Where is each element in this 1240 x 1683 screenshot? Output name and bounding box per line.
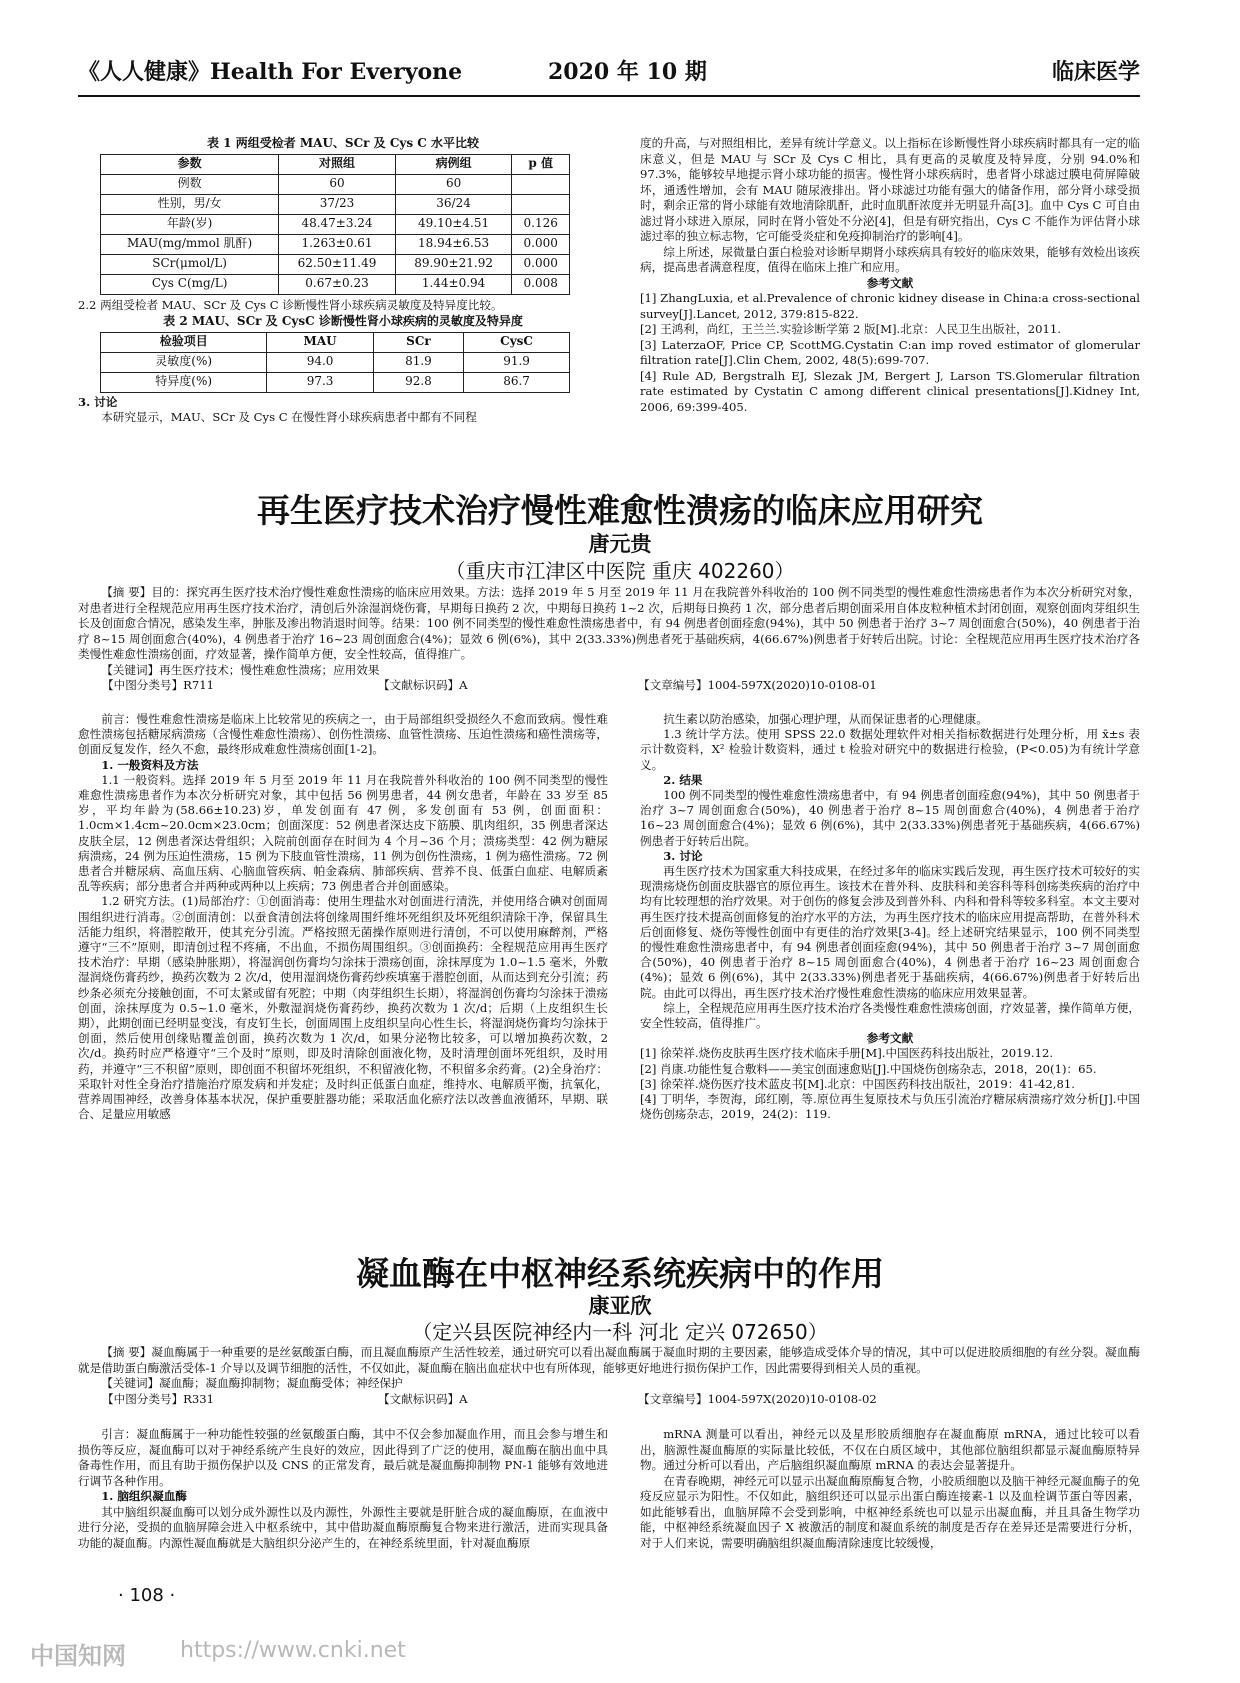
body-paragraph: 3. 讨论: [663, 848, 703, 863]
article2-affiliation: （定兴县医院神经内一科 河北 定兴 072650）: [412, 1320, 828, 1344]
table2-header-cell: MAU: [267, 332, 373, 352]
table-cell: 性别，男/女: [101, 194, 279, 214]
discussion-continued: 度的升高，与对照组相比，差异有统计学意义。以上指标在诊断慢性肾小球疾病时都具有一定的临床意义，但是 MAU 与 SCr 及 Cys C 相比，具有更高的灵敏度及特异度，分别 94.0%和 97.3%，能够较早地提示肾小球功能的损害。慢性肾小球疾病时，患者肾小球滤过膜电荷屏障破坏，通透性增加，会有 MAU 随尿液排出。肾小球滤过功能有强大的储备作用，部分肾小球受损时，剩余正常的肾小球能有效地清除肌酐，此时血肌酐浓度并无明显升高[3]。血中 Cys C 可自由滤过肾小球进入原尿，同时在肾小管处不分泌[4]，但是有研究指出，Cys C 不能作为评估肾小球滤过率的独立标志物，它可能受炎症和免疫抑制治疗的影响[4]。: [640, 136, 1140, 243]
article2-clc: 【中图分类号】R331: [102, 1391, 215, 1406]
body-paragraph: 100 例不同类型的慢性难愈性溃疡患者中，有 94 例患者创面痊愈(94%)，其中 50 例患者于治疗 3~7 周创面愈合(50%)，40 例患者于治疗 8~15 周创面愈合(40%)，4 例患者于治疗 16~23 周创面愈合(4%)；显效 6 例(6%)，其中 2(33.33%)例患者死于基础疾病，4(66.67%)例患者于好转后出院。: [640, 788, 1140, 848]
table-row: [101, 352, 570, 372]
table2-header-cell: SCr: [373, 332, 463, 352]
table-row: [101, 274, 570, 294]
article1-abstract-block: [78, 585, 1140, 694]
article2-title: 凝血酶在中枢神经系统疾病中的作用: [356, 1254, 884, 1293]
body-paragraph: 抗生素以防治感染，加强心理护理，从而保证患者的心理健康。: [663, 712, 988, 726]
body-paragraph: 引言：凝血酶属于一种功能性较强的丝氨酸蛋白酶，其中不仅会参加凝血作用，而且会参与增生和损伤等反应，凝血酶可以对于神经系统产生良好的效应，因此得到了广泛的使用，凝血酶在脑出血中具备毒性作用，而且有助于损伤保护以及 CNS 的正常发育，最后就是凝血酶抑制物 PN-1 能够有效地进行调节各种作用。: [78, 1427, 608, 1488]
table1-header-cell: p 值: [512, 154, 570, 174]
body-paragraph: 再生医疗技术为国家重大科技成果，在经过多年的临床实践后发现，再生医疗技术可较好的实现溃疡烧伤创面皮肤器官的原位再生。该技术在普外科、皮肤科和美容科等科创疡类疾病的治疗中均有比较理想的治疗效果。对于创伤的修复会涉及到普外科、内科和骨科等较多科室。本文主要对再生医疗技术提高创面修复的治疗水平的方法，为再生医疗技术的临床应用提高帮助，在普外科术后创面修复、烧伤等慢性创面中有更佳的治疗效果[3-4]。经上述研究结果显示，100 例不同类型的慢性难愈性溃疡患者中，有 94 例患者创面痊愈(94%)，其中 50 例患者于治疗 3~7 周创面愈合(50%)，40 例患者于治疗 8~15 周创面愈合(40%)，4 例患者于治疗 16~23 周创面愈合(4%)；显效 6 例(6%)，其中 2(33.33%)例患者死于基础疾病，4(66.67%)例患者于好转后出院。由此可以得出，再生医疗技术治疗慢性难愈性溃疡的临床应用效果显著。: [640, 864, 1140, 1000]
article1-keywords: 【关键词】再生医疗技术；慢性难愈性溃疡；应用效果: [101, 662, 380, 677]
article2-keywords: 【关键词】凝血酶；凝血酶抑制物；凝血酶受体；神经保护: [101, 1376, 403, 1390]
article2-right-column: [640, 1427, 1140, 1551]
issue-label: 2020 年 10 期: [548, 59, 707, 85]
table2: [100, 332, 570, 393]
table1-header-cell: 对照组: [279, 154, 396, 174]
table2-caption: 表 2 MAU、SCr 及 CysC 诊断慢性肾小球疾病的灵敏度及特异度: [163, 314, 523, 328]
table-cell: [512, 174, 570, 194]
table1-header-cell: 病例组: [395, 154, 512, 174]
body-paragraph: 1.3 统计学方法。使用 SPSS 22.0 数据处理软件对相关指标数据进行处理分析，用 x̄±s 表示计数资料，X² 检验计数资料，通过 t 检验对研究中的数据进行检验，(P<0.05)为有统计学意义。: [640, 727, 1140, 772]
reference-item: [3] LaterzaOF, Price CP, ScottMG.Cystatin C:an imp roved estimator of glomerular filtration rate[J].Clin Chem, 2002, 48(5):699-707.: [640, 337, 1140, 367]
table-cell: 1.263±0.61: [279, 234, 396, 254]
conclusion-text: 综上所述，尿微量白蛋白检验对诊断早期肾小球疾病具有较好的临床效果，能够有效检出该疾病，提高患者满意程度，值得在临床上推广和应用。: [640, 244, 1140, 274]
reference-item: [1] 徐荣祥.烧伤皮肤再生医疗技术临床手册[M].中国医药科技出版社，2019.12.: [640, 1046, 1054, 1061]
article1-right-body: [640, 712, 1140, 1031]
table-row: [101, 234, 570, 254]
table-cell: 0.000: [512, 254, 570, 274]
body-paragraph: mRNA 测量可以看出，神经元以及星形胶质细胞存在凝血酶原 mRNA，通过比较可以看出，脑源性凝血酶原的实际量比较低，不仅在白质区域中，其他部位脑组织都显示凝血酶原特异物。通过分析可以看出，产后脑组织凝血酶原 mRNA 的表达会显著提升。: [640, 1427, 1140, 1472]
article1-classification-line: [78, 678, 1140, 694]
table-cell: 91.9: [464, 352, 570, 372]
table-cell: Cys C(mg/L): [101, 274, 279, 294]
article2-abstract: 【摘 要】凝血酶属于一种重要的是丝氨酸蛋白酶，而且凝血酶原产生活性较差，通过研究可以看出凝血酶属于凝血时期的主要因素，能够造成受体介导的情况，其中可以促进胶质细胞的有丝分裂。凝血酶就是借助蛋白酶激活受体-1 介导以及调节细胞的活性，不仅如此，凝血酶在脑出血症状中也有所体现，能够更好地进行损伤保护工作，因此需要得到相关人员的重视。: [78, 1345, 1140, 1375]
table-cell: 年龄(岁): [101, 214, 279, 234]
article2-classification-line: [78, 1392, 1140, 1408]
table-cell: 36/24: [395, 194, 512, 214]
journal-name: 《人人健康》Health For Everyone: [78, 59, 463, 85]
article2-article-no: 【文章编号】1004-597X(2020)10-0108-02: [638, 1391, 877, 1406]
table-cell: 86.7: [464, 372, 570, 392]
article1-doc-code: 【文献标识码】A: [378, 678, 468, 692]
watermark-url: https://www.cnki.net: [180, 1638, 406, 1663]
table-cell: 0.000: [512, 234, 570, 254]
table2-header-cell: 检验项目: [101, 332, 267, 352]
body-paragraph: 2. 结果: [663, 772, 703, 787]
table1-header-cell: 参数: [101, 154, 279, 174]
para-2-2: 2.2 两组受检者 MAU、SCr 及 Cys C 诊断慢性肾小球疾病灵敏度及特异度比较。: [78, 297, 503, 312]
table-cell: 0.126: [512, 214, 570, 234]
article2-doc-code: 【文献标识码】A: [378, 1391, 468, 1406]
table-cell: 特异度(%): [101, 372, 267, 392]
reference-item: [2] 王鸿利，尚红，王兰兰.实验诊断学第 2 版[M].北京：人民卫生出版社，2011.: [640, 322, 1061, 336]
body-paragraph: 在青春晚期，神经元可以显示出凝血酶原酶复合物，小胶质细胞以及脑干神经元凝血酶子的免疫反应显示为阳性。不仅如此，脑组织还可以显示出蛋白酶连接素-1 以及血栓调节蛋白等因素，如此能够看出，血脑屏障不会受到影响，中枢神经系统也可以显示出凝血酶，并且具备生物学功能，中枢神经系统凝血因子 X 被激活的制度和凝血系统的制度是否存在差异还是需要进行分析，对于人们来说，需要明确脑组织凝血酶清除速度比较缓慢，: [640, 1473, 1140, 1550]
article1-article-no: 【文章编号】1004-597X(2020)10-0108-01: [638, 678, 877, 692]
references-heading: 参考文献: [866, 275, 914, 290]
table-cell: 49.10±4.51: [395, 214, 512, 234]
header-rule: [78, 95, 1140, 97]
reference-item: [4] 丁明华，李贺海，邱红刚，等.原位再生复原技术与负压引流治疗糖尿病溃疡疗效分析[J].中国烧伤创疡杂志，2019，24(2)：119.: [640, 1092, 1140, 1122]
article1-clc: 【中图分类号】R711: [102, 678, 215, 692]
table1-header-row: [101, 154, 570, 174]
table-cell: 89.90±21.92: [395, 254, 512, 274]
table-cell: [512, 194, 570, 214]
body-paragraph: 1.2 研究方法。(1)局部治疗：①创面消毒：使用生理盐水对创面进行清洗，并使用络合碘对创面周围组织进行消毒。②创面清创：以蚕食清创法将创缘周围纤维坏死组织及坏死组织清除干净，保留具生活能力组织，将潜腔敞开，使其充分引流。严格按照无菌操作原则进行清创，不可以使用麻醉剂，严格遵守“三不”原则，即清创过程不疼痛，不出血，不损伤周围组织。③创面换药：全程规范应用再生医疗技术治疗：早期（感染肿胀期），将湿润创伤膏均匀涂抹于溃疡创面，涂抹厚度为 1.0~1.5 毫米，外敷湿润烧伤膏药纱，换药次数为 2 次/d，使用湿润烧伤膏药纱疾填塞于潜腔创面，从而达到充分引流；药纱条必须充分接触创面，不可太紧或留有死腔；中期（肉芽组织生长期），将湿润创伤膏均匀涂抹于溃疡创面，涂抹厚度为 0.5~1.0 毫米，外敷湿润烧伤膏药纱，换药次数为 1 次/d；后期（上皮组织生长期），此期创面已经明显变浅，有皮钉生长，创面周围上皮组织呈向心性生长，将湿润烧伤膏均匀涂抹于创面，然后使用创缘贴覆盖创面，换药次数为 1 次/d，如果分泌物比较多，可以增加换药次数，2 次/d。换药时应严格遵守“三个及时”原则，即及时清除创面液化物，及时清理创面坏死组织，及时用药，并遵守“三不积留”原则，即创面不积留坏死组织，不积留液化物，不积留多余药膏。(2)全身治疗：采取针对性全身治疗措施治疗原发病和并发症；及时纠正低蛋白血症，维持水、电解质平衡，抗氧化，营养周围神经，改善身体基本状况，保护重要脏器功能；采取活血化瘀疗法以改善血液循环，早期、联合、足量应用敏感: [78, 894, 608, 1122]
body-paragraph: 综上，全程规范应用再生医疗技术治疗各类慢性难愈性溃疡创面，疗效显著，操作简单方便，安全性较高，值得推广。: [640, 1000, 1140, 1031]
table-row: [101, 194, 570, 214]
reference-item: [4] Rule AD, Bergstralh EJ, Slezak JM, Bergert J, Larson TS.Glomerular filtration rate estimated by Cystatin C among different clinical presentations[J].Kidney Int, 2006, 69:399-405.: [640, 368, 1140, 414]
reference-item: [1] ZhangLuxia, et al.Prevalence of chronic kidney disease in China:a cross-sectional survey[J].Lancet, 2012, 379:815-822.: [640, 291, 1140, 321]
top-right-column: [640, 136, 1140, 415]
table-cell: 例数: [101, 174, 279, 194]
table-row: [101, 214, 570, 234]
article2-abstract-block: [78, 1345, 1140, 1408]
table2-header-cell: CysC: [464, 332, 570, 352]
article2-author: 康亚欣: [588, 1294, 652, 1318]
reference-item: [3] 徐荣祥.烧伤医疗技术蓝皮书[M].北京：中国医药科技出版社，2019：41-42,81.: [640, 1076, 1075, 1091]
body-paragraph: 1.1 一般资料。选择 2019 年 5 月至 2019 年 11 月在我院普外科收治的 100 例不同类型的慢性难愈性溃疡患者作为本次分析研究对象，其中包括 56 例男患者，44 例女患者，年龄在 33 岁至 85 岁，平均年龄为(58.66±10.23)岁，单发创面有 47 例，多发创面有 53 例，创面面积：1.0cm×1.4cm~20.0cm×23.0cm；创面深度：52 例患者深达皮下筋膜、肌肉组织，35 例患者深达皮肤全层，12 例患者深达骨组织；入院前创面存在时间为 4 个月~36 个月；溃疡类型：42 例为糖尿病溃疡，24 例为压迫性溃疡，15 例为下肢血管性溃疡，11 例为创伤性溃疡，1 例为癌性溃疡。72 例患者合并糖尿病、高血压病、心脑血管疾病、帕金森病、肺部疾病、营养不良、低蛋白血症、电解质紊乱等疾病；部分患者合并两种或两种以上疾病；73 例患者合并创面感染。: [78, 772, 608, 894]
table-cell: 18.94±6.53: [395, 234, 512, 254]
table1: [100, 154, 570, 295]
table-row: [101, 254, 570, 274]
body-paragraph: 1. 脑组织凝血酶: [101, 1489, 187, 1503]
article2-left-column: [78, 1427, 608, 1551]
article1-abstract: 【摘 要】目的：探究再生医疗技术治疗慢性难愈性溃疡的临床应用效果。方法：选择 2019 年 5 月至 2019 年 11 月在我院普外科收治的 100 例不同类型的慢性难愈性溃疡患者作为本次分析研究对象，对患者进行全程规范应用再生医疗技术治疗，清创后外涂湿润烧伤膏，早期每日换药 2 次，中期每日换药 1~2 次，后期每日换药 1 次，部分患者后期创面采用自体皮粒种植术封闭创面，观察创面肉芽组织生长及创面愈合情况，感染发生率，肿胀及渗出物消退时间等。结果：100 例不同类型的慢性难愈性溃疡患者中，有 94 例患者创面痊愈(94%)，其中 50 例患者于治疗 3~7 周创面愈合(50%)，40 例患者于治疗 8~15 周创面愈合(40%)，4 例患者于治疗 16~23 周创面愈合(4%)；显效 6 例(6%)，其中 2(33.33%)例患者死于基础疾病，4(66.67%)例患者于好转后出院。讨论：全程规范应用再生医疗技术治疗各类慢性难愈性溃疡创面，疗效显著，操作简单方便，安全性较高，值得推广。: [78, 585, 1140, 661]
table-cell: 62.50±11.49: [279, 254, 396, 274]
body-paragraph: 其中脑组织凝血酶可以划分成外源性以及内源性，外源性主要就是肝脏合成的凝血酶原，在血液中进行分泌，受损的血脑屏障会进入中枢系统中，其中借助凝血酶原酶复合物来进行激活，进而实现具备功能的凝血酶。内源性凝血酶就是大脑组织分泌产生的，在神经系统里面，针对凝血酶原: [78, 1504, 608, 1550]
table-cell: 37/23: [279, 194, 396, 214]
table-cell: 94.0: [267, 352, 373, 372]
table-row: [101, 372, 570, 392]
discussion-text: 本研究显示，MAU、SCr 及 Cys C 在慢性肾小球疾病患者中都有不同程: [101, 410, 477, 424]
article1-affiliation: （重庆市江津区中医院 重庆 402260）: [445, 559, 795, 583]
table-cell: 灵敏度(%): [101, 352, 267, 372]
table-cell: 92.8: [373, 372, 463, 392]
table-cell: 48.47±3.24: [279, 214, 396, 234]
table-cell: 1.44±0.94: [395, 274, 512, 294]
page-number: · 108 ·: [118, 1585, 176, 1606]
article1-right-column: [640, 712, 1140, 1122]
body-paragraph: 前言：慢性难愈性溃疡是临床上比较常见的疾病之一，由于局部组织受损经久不愈而致病。慢性难愈性溃疡包括糖尿病溃疡（含慢性难愈性溃疡）、创伤性溃疡、血管性溃疡、压迫性溃疡和癌性溃疡等，创面反复发作，经久不愈，最终形成难愈性溃疡创面[1-2]。: [78, 712, 608, 757]
table-cell: 0.67±0.23: [279, 274, 396, 294]
table-row: [101, 174, 570, 194]
table2-header-row: [101, 332, 570, 352]
top-left-column: [78, 136, 608, 426]
table-cell: SCr(μmol/L): [101, 254, 279, 274]
table-cell: 60: [395, 174, 512, 194]
table-cell: 81.9: [373, 352, 463, 372]
watermark-brand: 中国知网: [30, 1642, 126, 1670]
running-header: [78, 55, 1140, 91]
discussion-heading: 3. 讨论: [78, 394, 118, 409]
table-cell: 0.008: [512, 274, 570, 294]
article1-author: 唐元贵: [588, 532, 652, 556]
article1-left-column: [78, 712, 608, 1122]
article1-references-heading: 参考文献: [866, 1031, 914, 1046]
table-cell: 97.3: [267, 372, 373, 392]
table-cell: MAU(mg/mmol 肌酐): [101, 234, 279, 254]
section-label: 临床医学: [1051, 59, 1140, 85]
table1-caption: 表 1 两组受检者 MAU、SCr 及 Cys C 水平比较: [206, 136, 480, 150]
table-cell: 60: [279, 174, 396, 194]
reference-item: [2] 肖康.功能性复合敷料——美宝创面速愈贴[J].中国烧伤创疡杂志，2018，20(1)：65.: [640, 1061, 1097, 1076]
body-paragraph: 1. 一般资料及方法: [101, 757, 199, 772]
article1-title: 再生医疗技术治疗慢性难愈性溃疡的临床应用研究: [257, 491, 983, 530]
